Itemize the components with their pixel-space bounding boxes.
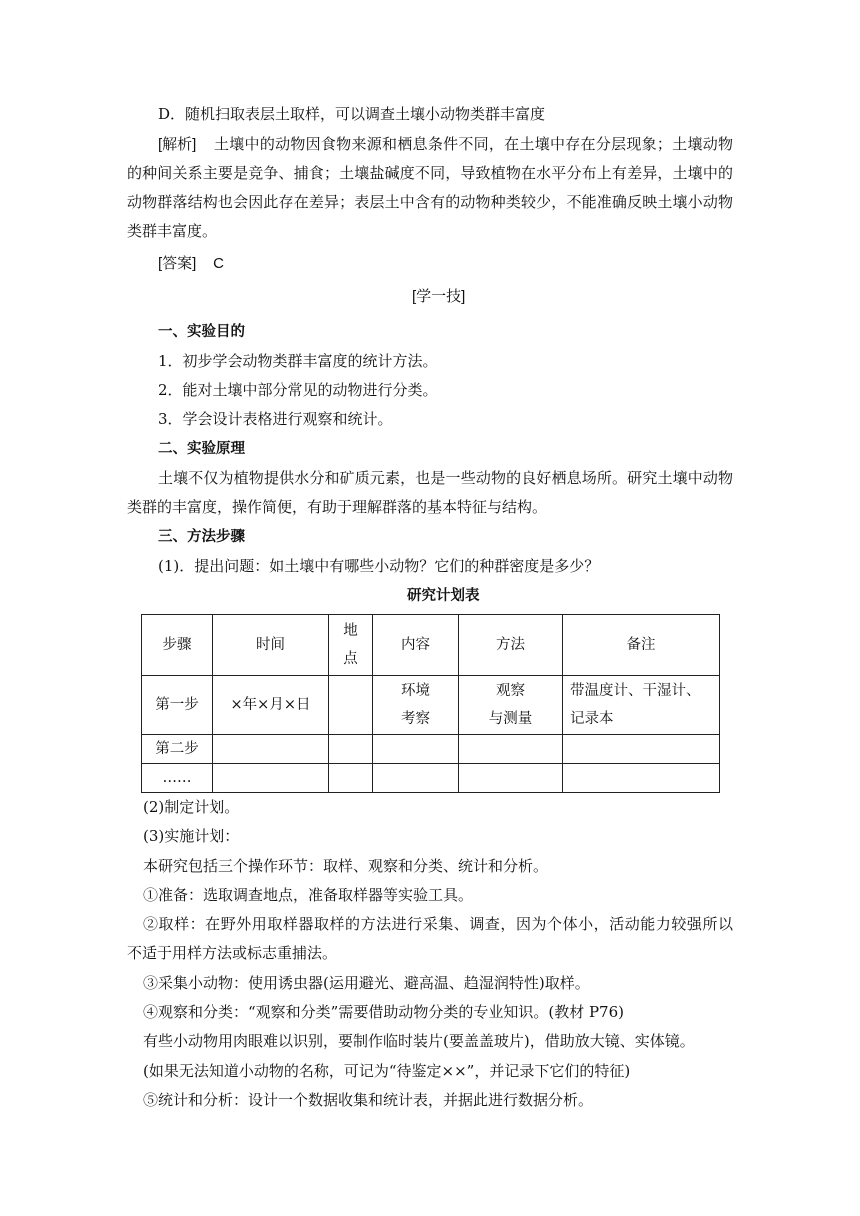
cell-note (563, 676, 720, 735)
cell-empty (329, 764, 373, 793)
procedure-stats: ⑤统计和分析：设计一个数据收集和统计表，并据此进行数据分析。 (143, 1091, 594, 1109)
cell-step: …… (142, 764, 213, 793)
header-cell: 方法 (459, 615, 563, 676)
table-row (142, 735, 720, 764)
table-row (142, 676, 720, 735)
answer (158, 253, 224, 274)
analysis-label: [解析] (158, 136, 197, 153)
cell-note-line: 记录本 (570, 711, 614, 727)
answer-label: [答案] (158, 255, 197, 272)
cell-content-line: 考察 (401, 711, 430, 727)
analysis-line-4: 类群丰富度。 (127, 222, 218, 240)
cell-place (329, 676, 373, 735)
procedure-collect: ③采集小动物：使用诱虫器(运用避光、避高温、趋湿润特性)取样。 (143, 974, 590, 992)
step-2: (2)制定计划。 (143, 798, 240, 816)
purpose-item: 1．初步学会动物类群丰富度的统计方法。 (158, 352, 438, 370)
option-d: D．随机扫取表层土取样，可以调查土壤小动物类群丰富度 (158, 105, 546, 123)
cell-content-line: 环境 (401, 683, 430, 699)
cell-method-line: 观察 (496, 683, 525, 699)
cell-method (459, 676, 563, 735)
header-place-line: 点 (343, 651, 358, 667)
step-1: (1)．提出问题：如土壤中有哪些小动物？它们的种群密度是多少？ (158, 557, 600, 575)
analysis-line-3: 动物群落结构也会因此存在差异；表层土中含有的动物种类较少，不能准确反映土壤小动物 (127, 193, 733, 211)
cell-empty (563, 735, 720, 764)
section-title: [学一技] (412, 288, 466, 305)
cell-step: 第二步 (142, 735, 213, 764)
cell-empty (373, 735, 459, 764)
header-place-line: 地 (343, 623, 358, 639)
procedure-observe: ④观察和分类：“观察和分类”需要借助动物分类的专业知识。(教材 P76) (143, 1003, 624, 1021)
header-cell: 备注 (563, 615, 720, 676)
cell-method-line: 与测量 (488, 711, 533, 727)
cell-empty (213, 764, 329, 793)
analysis-line-1: 土壤中的动物因食物来源和栖息条件不同，在土壤中存在分层现象；土壤动物 (214, 135, 733, 153)
purpose-heading: 一、实验目的 (158, 324, 245, 340)
answer-value: C (213, 255, 224, 272)
cell-content (373, 676, 459, 735)
cell-empty (329, 735, 373, 764)
procedure-sampling-line-2: 不适于用样方法或标志重捕法。 (127, 944, 338, 962)
cell-step: 第一步 (142, 676, 213, 735)
procedure-sampling-line-1: ②取样：在野外用取样器取样的方法进行采集、调查，因为个体小，活动能力较强所以 (143, 915, 733, 933)
cell-empty (459, 735, 563, 764)
cell-empty (373, 764, 459, 793)
principle-line-2: 类群的丰富度，操作简便，有助于理解群落的基本特征与结构。 (127, 498, 548, 516)
research-plan-table (141, 614, 720, 793)
analysis-line-2: 的种间关系主要是竞争、捕食；土壤盐碱度不同，导致植物在水平分布上有差异，土壤中的 (127, 164, 733, 182)
table-row (142, 764, 720, 793)
procedure-prep: ①准备：选取调查地点，准备取样器等实验工具。 (143, 886, 474, 904)
purpose-item: 2．能对土壤中部分常见的动物进行分类。 (158, 381, 438, 399)
header-cell-place (329, 615, 373, 676)
procedure-observe-note-1: 有些小动物用肉眼难以识别，要制作临时装片(要盖盖玻片)，借助放大镜、实体镜。 (143, 1032, 695, 1050)
procedure-intro: 本研究包括三个操作环节：取样、观察和分类、统计和分析。 (143, 857, 549, 875)
header-cell: 内容 (373, 615, 459, 676)
step-3: (3)实施计划： (143, 827, 240, 845)
cell-time: ×年×月×日 (213, 676, 329, 735)
method-heading: 三、方法步骤 (158, 529, 245, 545)
principle-line-1: 土壤不仅为植物提供水分和矿质元素，也是一些动物的良好栖息场所。研究土壤中动物 (158, 469, 733, 487)
cell-note-line: 带温度计、干湿计、 (570, 683, 701, 699)
cell-empty (459, 764, 563, 793)
header-cell: 步骤 (142, 615, 213, 676)
purpose-item: 3．学会设计表格进行观察和统计。 (158, 410, 393, 428)
table-caption: 研究计划表 (407, 588, 480, 604)
principle-heading: 二、实验原理 (158, 441, 245, 457)
analysis-tag (158, 134, 196, 155)
cell-empty (563, 764, 720, 793)
procedure-observe-note-2: (如果无法知道小动物的名称，可记为“待鉴定××”，并记录下它们的特征) (143, 1062, 631, 1080)
header-cell: 时间 (213, 615, 329, 676)
cell-empty (213, 735, 329, 764)
table-header-row (142, 615, 720, 676)
